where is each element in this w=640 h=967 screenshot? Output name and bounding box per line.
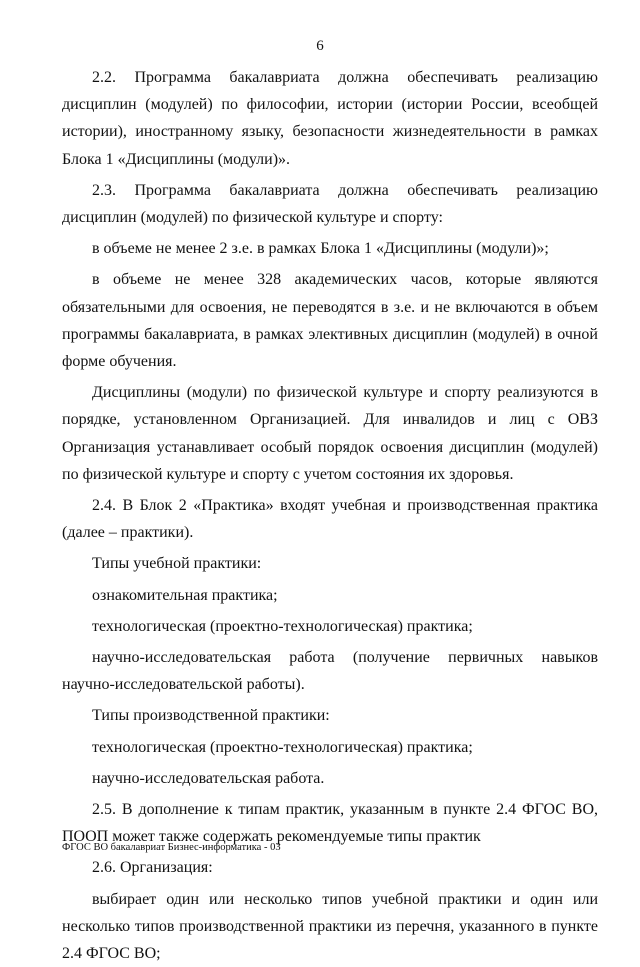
subheading-study-practice-types: Типы учебной практики: <box>92 555 262 573</box>
list-item-continuation: научно-исследовательской работы). <box>62 676 305 694</box>
list-item: научно-исследовательская работа. <box>92 769 325 787</box>
document-body <box>62 64 598 967</box>
list-item: выбирает один или несколько типов учебной практики и один или несколько типов производственной практики из перечня, указанного в пункте 2.4 ФГОС ВО; <box>62 890 598 963</box>
paragraph-2-4: 2.4. В Блок 2 «Практика» входят учебная и производственная практика (далее – практики). <box>62 497 598 542</box>
paragraph-2-2: 2.2. Программа бакалавриата должна обеспечивать реализацию дисциплин (модулей) по философии, истории (истории России, всеобщей истории), иностранному языку, безопасности жизнедеятельности в рамках Блока 1 «Дисциплины (модули)». <box>62 69 598 168</box>
paragraph-physical-culture: Дисциплины (модули) по физической культуре и спорту реализуются в порядке, установленном Организацией. Для инвалидов и лиц с ОВЗ Организация устанавливает особый порядок освоения дисциплин (модулей) по физической культуре и спорту с учетом состояния их здоровья. <box>62 384 598 483</box>
list-item: научно-исследовательская работа (получение первичных навыков <box>92 649 598 667</box>
paragraph-2-5: 2.5. В дополнение к типам практик, указанным в пункте 2.4 ФГОС ВО, ПООП может также содержать рекомендуемые типы практик <box>62 801 598 846</box>
list-item: ознакомительная практика; <box>92 586 278 604</box>
page-footer: ФГОС ВО бакалавриат Бизнес-информатика - 03 <box>62 842 281 853</box>
list-item: в объеме не менее 328 академических часов, которые являются обязательными для освоения, не переводятся в з.е. и не включаются в объем программы бакалавриата, в рамках элективных дисциплин (модулей) в очной форме обучения. <box>62 271 598 371</box>
paragraph-2-3: 2.3. Программа бакалавриата должна обеспечивать реализацию дисциплин (модулей) по физической культуре и спорту: <box>62 181 598 227</box>
list-item: технологическая (проектно-технологическая) практика; <box>92 617 473 635</box>
list-item: в объеме не менее 2 з.е. в рамках Блока 1 «Дисциплины (модули)»; <box>92 240 549 258</box>
list-item: технологическая (проектно-технологическая) практика; <box>92 738 473 756</box>
subheading-production-practice-types: Типы производственной практики: <box>92 707 330 725</box>
page-number: 6 <box>316 38 324 54</box>
paragraph-2-6: 2.6. Организация: <box>92 859 213 877</box>
